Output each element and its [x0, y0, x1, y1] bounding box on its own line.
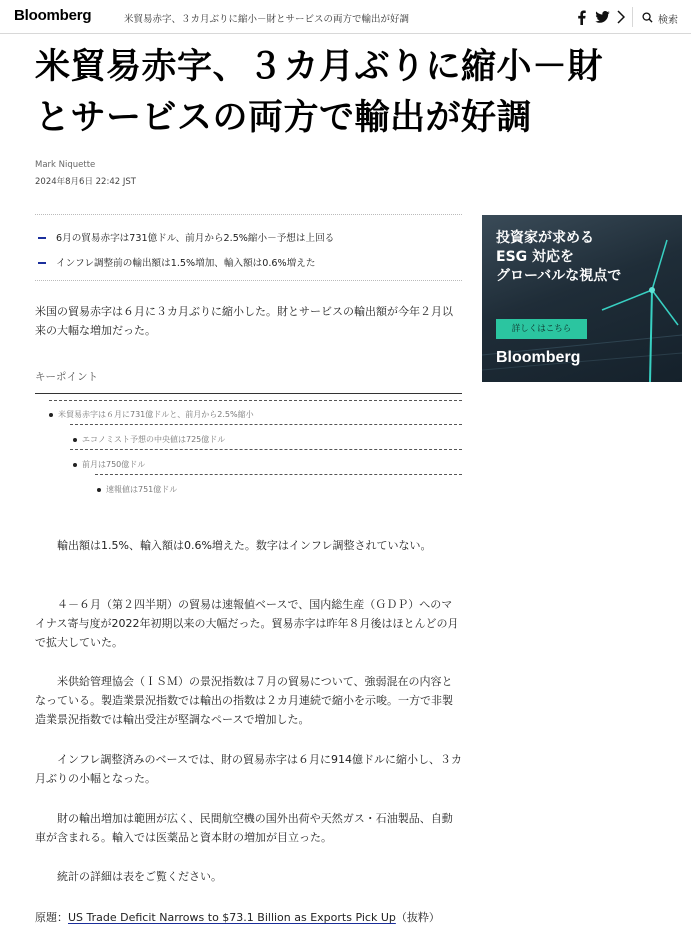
facebook-icon[interactable]: [575, 9, 587, 25]
ad-bloomberg-logo: Bloomberg: [496, 349, 581, 366]
body-paragraph: 統計の詳細は表をご覧ください。: [57, 870, 222, 883]
body-paragraph: 財の輸出増加は範囲が広く、民間航空機の国外出荷や天然ガス・石油製品、自動車が含まれる。輸入では医薬品と資本財の増加が目立った。: [35, 812, 453, 844]
ad-details-button[interactable]: 詳しくはこちら: [496, 319, 587, 339]
bloomberg-logo[interactable]: Bloomberg: [14, 7, 92, 24]
lead-paragraph: 米国の貿易赤字は６月に３カ月ぶりに縮小した。財とサービスの輸出額が今年２月以来の大幅な増加だった。: [35, 305, 453, 337]
source-prefix: 原題：: [35, 911, 68, 924]
bullet-icon: [97, 488, 101, 492]
ad-copy: [496, 229, 666, 286]
bullet-icon: [73, 463, 77, 467]
body-paragraph: 輸出額は1.5%、輸入額は0.6%増えた。数字はインフレ調整されていない。: [57, 539, 432, 552]
keypoints-divider: [95, 474, 462, 475]
source-link[interactable]: US Trade Deficit Narrows to $73.1 Billion as Exports Pick Up: [68, 911, 396, 924]
article-title-line1: 米貿易赤字、３カ月ぶりに縮小－財: [35, 47, 604, 87]
chevron-right-icon[interactable]: [615, 9, 627, 25]
keypoints-rule: [35, 393, 462, 394]
dash-bullet-icon: [38, 262, 46, 264]
keypoints-divider: [49, 400, 462, 401]
abstract-item-text: インフレ調整前の輸出額は1.5%増加、輸入額は0.6%増えた: [56, 258, 316, 269]
source-line: [35, 908, 465, 927]
body-paragraph: インフレ調整済みのベースでは、財の貿易赤字は６月に914億ドルに縮小し、３カ月ぶりの小幅となった。: [35, 753, 463, 785]
keypoints-divider: [70, 424, 462, 425]
source-suffix: （抜粋）: [395, 911, 440, 924]
body-paragraph: 米供給管理協会（ＩＳＭ）の景況指数は７月の貿易について、強弱混在の内容となっている。製造業景況指数では輸出の指数は２カ月連続で縮小を示唆。一方で非製造業景況指数では輸出受注が堅調なペースで増加した。: [35, 675, 453, 726]
article-title-line2: とサービスの両方で輸出が好調: [35, 98, 533, 138]
publish-date: 2024年8月6日 22:42 JST: [35, 177, 136, 187]
body-paragraph: ４－６月（第２四半期）の貿易は速報値ベースで、国内総生産（ＧＤＰ）へのマイナス寄与度が2022年初期以来の大幅だった。貿易赤字は昨年８月後はほとんどの月で拡大していた。: [35, 598, 459, 649]
article-title: [35, 42, 660, 144]
bullet-icon: [49, 413, 53, 417]
abstract-item-text: 6月の貿易赤字は731億ドル、前月から2.5%縮小－予想は上回る: [56, 233, 335, 244]
keypoint-item: 米貿易赤字は６月に731億ドルと、前月から2.5%縮小: [58, 410, 254, 419]
esg-ad-banner[interactable]: [482, 215, 682, 382]
bullet-icon: [73, 438, 77, 442]
topbar-divider: [632, 7, 633, 27]
keypoints-divider: [70, 449, 462, 450]
keypoints-label: キーポイント: [35, 371, 98, 383]
keypoint-item: エコノミスト予想の中央値は725億ドル: [82, 435, 226, 444]
dash-bullet-icon: [38, 237, 46, 239]
keypoint-item: 前月は750億ドル: [82, 460, 146, 469]
top-bar: [0, 0, 691, 34]
ad-line: ESG 対応を: [496, 249, 575, 265]
ad-line: グローバルな視点で: [496, 268, 622, 284]
twitter-icon[interactable]: [594, 9, 610, 25]
ad-line: 投資家が求める: [496, 230, 594, 246]
article-abstract: [35, 214, 462, 281]
search-label[interactable]: 検索: [658, 15, 678, 26]
search-icon[interactable]: [641, 9, 653, 25]
topbar-headline: 米貿易赤字、３カ月ぶりに縮小－財とサービスの両方で輸出が好調: [124, 14, 410, 25]
author-name[interactable]: Mark Niquette: [35, 160, 96, 170]
keypoint-item: 速報値は751億ドル: [106, 485, 178, 494]
